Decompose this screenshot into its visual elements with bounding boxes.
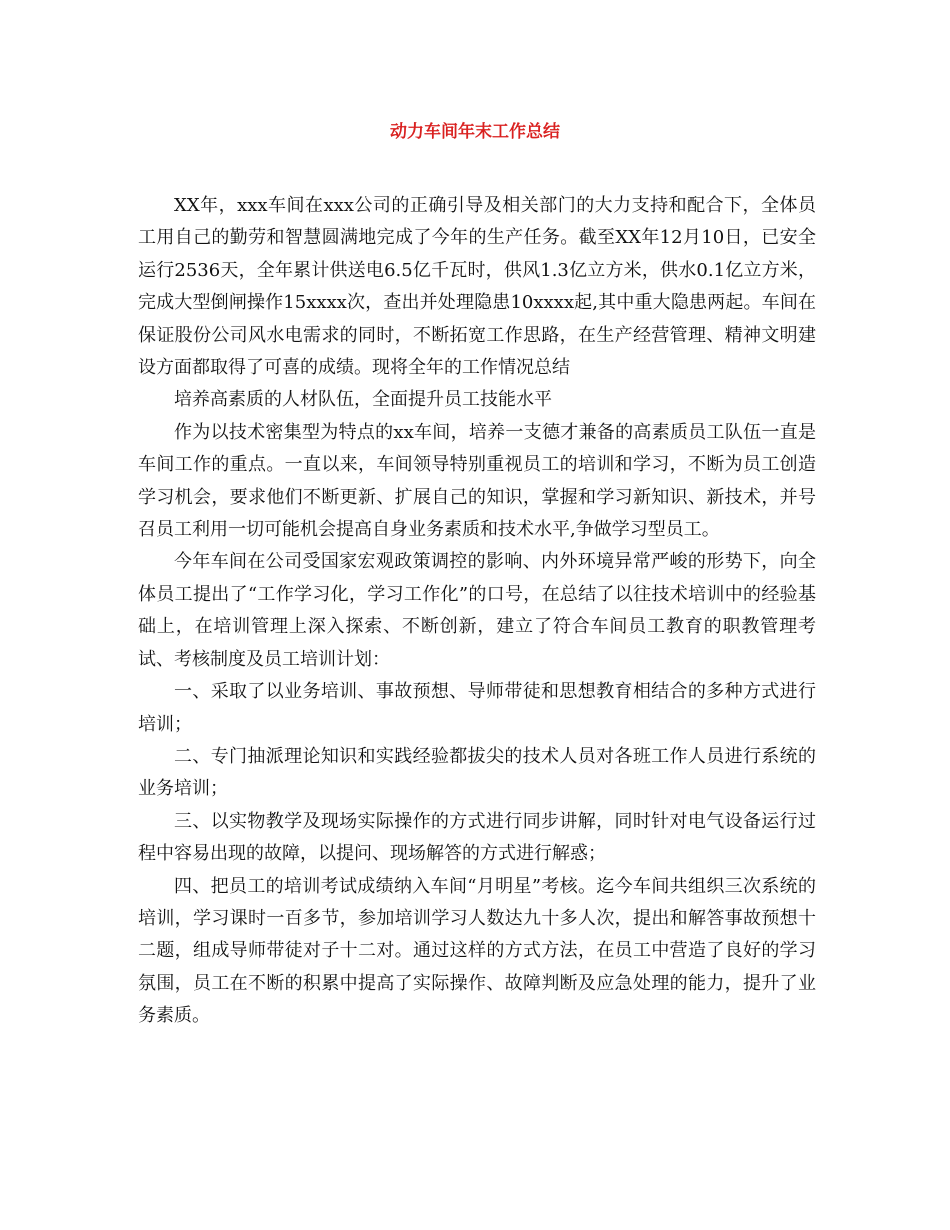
page-title: 动力车间年末工作总结 <box>390 122 560 142</box>
paragraph-item-4: 四、把员工的培训考试成绩纳入车间“月明星”考核。迄今车间共组织三次系统的培训，学习课时一百多节，参加培训学习人数达九十多人次，提出和解答事故预想十二题，组成导师带徒对子十二对。通过这样的方式方法，在员工中营造了良好的学习氛围，员工在不断的积累中提高了实际操作、故障判断及应急处理的能力，提升了业务素质。 <box>138 875 816 1027</box>
document-body <box>138 190 816 1033</box>
paragraph-item-3: 三、以实物教学及现场实际操作的方式进行同步讲解，同时针对电气设备运行过程中容易出现的故障，以提问、现场解答的方式进行解惑； <box>138 810 816 865</box>
paragraph-item-1: 一、采取了以业务培训、事故预想、导师带徒和思想教育相结合的多种方式进行培训； <box>138 681 816 735</box>
paragraph-heading: 培养高素质的人材队伍，全面提升员工技能水平 <box>174 389 552 411</box>
paragraph-slogan: 今年车间在公司受国家宏观政策调控的影响、内外环境异常严峻的形势下，向全体员工提出了“工作学习化，学习工作化”的口号，在总结了以往技术培训中的经验基础上，在培训管理上深入探索、不断创新，建立了符合车间员工教育的职教管理考试、考核制度及员工培训计划： <box>138 551 816 670</box>
paragraph-intro: XX年，xxx车间在xxx公司的正确引导及相关部门的大力支持和配合下，全体员工用自己的勤劳和智慧圆满地完成了今年的生产任务。截至XX年12月10日，已安全运行2536天，全年累计供送电6.5亿千瓦时，供风1.3亿立方米，供水0.1亿立方米，完成大型倒闸操作15xxxx次，查出并处理隐患10xxxx起,其中重大隐患两起。车间在保证股份公司风水电需求的同时，不断拓宽工作思路，在生产经营管理、精神文明建设方面都取得了可喜的成绩。现将全年的工作情况总结 <box>138 195 816 379</box>
paragraph-training-focus: 作为以技术密集型为特点的xx车间，培养一支德才兼备的高素质员工队伍一直是车间工作的重点。一直以来，车间领导特别重视员工的培训和学习，不断为员工创造学习机会，要求他们不断更新、扩展自己的知识，掌握和学习新知识、新技术，并号召员工利用一切可能机会提高自身业务素质和技术水平,争做学习型员工。 <box>138 421 816 541</box>
paragraph-item-2: 二、专门抽派理论知识和实践经验都拔尖的技术人员对各班工作人员进行系统的业务培训； <box>138 745 816 800</box>
